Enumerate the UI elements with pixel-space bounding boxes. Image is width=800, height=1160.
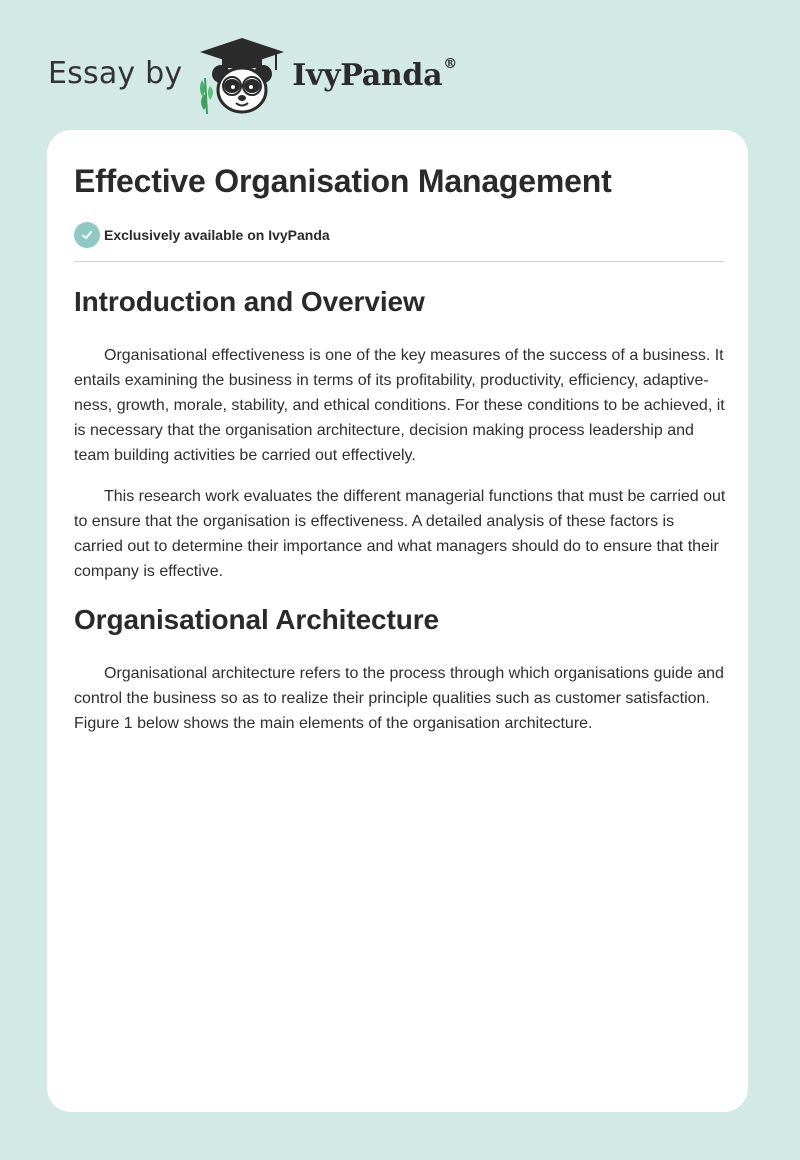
brand-text: IvyPanda (292, 57, 443, 93)
exclusive-label: Exclusively available on IvyPanda (104, 227, 330, 243)
site-header (48, 36, 457, 116)
paragraph: Organisational architecture refers to the process through which organisations guide and control the business so as to realize their principle qualities such as customer satisfaction. Figure 1 below shows the main elements of the organisation architecture. (74, 665, 724, 732)
brand-name[interactable] (292, 55, 457, 93)
title-divider (74, 261, 724, 262)
article-card (47, 130, 748, 1112)
exclusive-badge (74, 222, 330, 248)
section-heading: Introduction and Overview (74, 286, 425, 317)
check-icon (74, 222, 100, 248)
paragraph: This research work evaluates the different managerial functions that must be carried out to ensure that the organisation is effectiveness. A detailed analysis of these factors is carried out to determine their importance and what managers should do to ensure that their company is effective. (74, 488, 726, 580)
section-heading: Organisational Architecture (74, 604, 440, 635)
panda-logo-icon[interactable] (196, 36, 288, 116)
article-title: Effective Organisation Management (74, 163, 612, 199)
registered-mark: ® (443, 55, 457, 72)
essay-by-label: Essay by (48, 55, 183, 91)
paragraph: Organisational effectiveness is one of the key measures of the success of a business. It entails examining the business in terms of its profitability, productivity, efficiency, adaptive-ness, growth, morale, stability, and ethical conditions. For these conditions to be achieved, it is necessary that the organisation architecture, decision making process leadership and team building activities be carried out effectively. (74, 347, 725, 464)
